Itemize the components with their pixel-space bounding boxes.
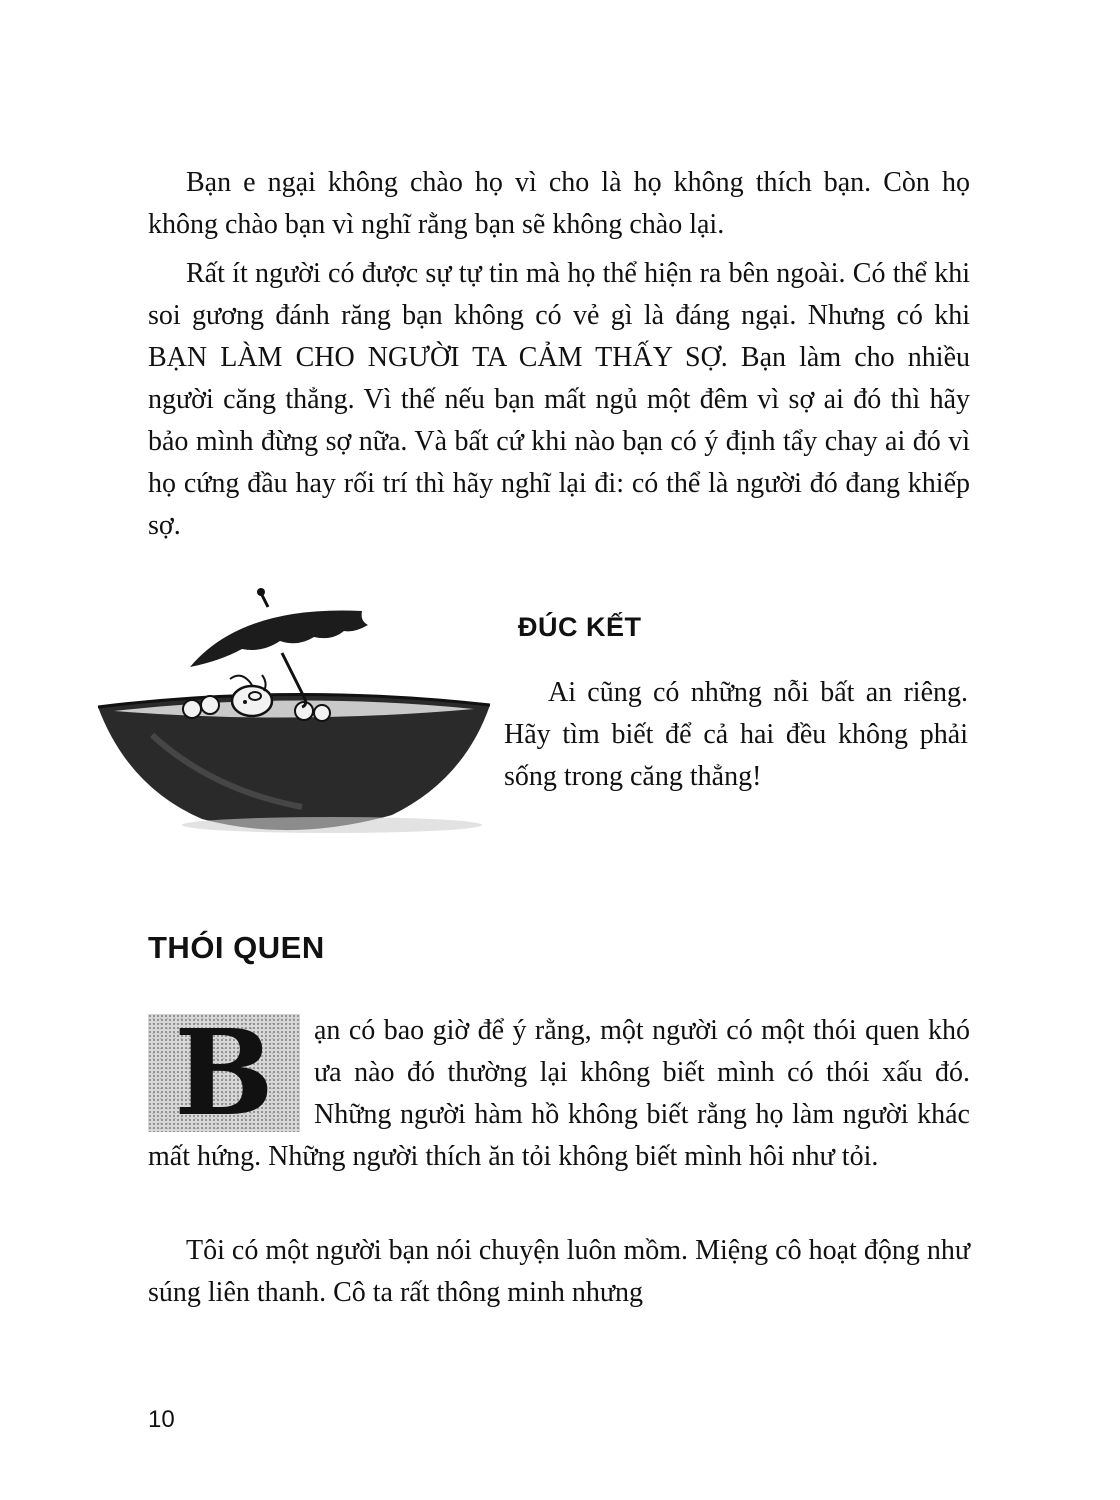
- body-paragraph: Bạn e ngại không chào họ vì cho là họ không thích bạn. Còn họ không chào bạn vì nghĩ rằng bạn sẽ không chào lại.: [148, 167, 970, 240]
- page-number: 10: [148, 1406, 175, 1433]
- drop-cap: B: [148, 1014, 300, 1132]
- summary-text: Ai cũng có những nỗi bất an riêng. Hãy tìm biết để cả hai đều không phải sống trong căng thẳng!: [504, 677, 968, 792]
- section-title: THÓI QUEN: [148, 930, 325, 965]
- umbrella-bowl-illustration: [92, 575, 502, 840]
- summary-title: ĐÚC KẾT: [518, 612, 642, 642]
- body-paragraph: Rất ít người có được sự tự tin mà họ thể hiện ra bên ngoài. Có thể khi soi gương đánh răng bạn không có vẻ gì là đáng ngại. Nhưng có khi BẠN LÀM CHO NGƯỜI TA CẢM THẤY SỢ. Bạn làm cho nhiều người căng thẳng. Vì thế nếu bạn mất ngủ một đêm vì sợ ai đó thì hãy bảo mình đừng sợ nữa. Và bất cứ khi nào bạn có ý định tẩy chay ai đó vì họ cứng đầu hay rối trí thì hãy nghĩ lại đi: có thể là người đó đang khiếp sợ.: [148, 258, 970, 541]
- body-paragraph: Tôi có một người bạn nói chuyện luôn mồm. Miệng cô hoạt động như súng liên thanh. Cô ta rất thông minh nhưng: [148, 1235, 970, 1308]
- section-first-paragraph: [148, 1010, 970, 1178]
- section-first-paragraph-text: ạn có bao giờ để ý rằng, một người có một thói quen khó ưa nào đó thường lại không biết mình có thói xấu đó. Những người hàm hồ không biết rằng họ làm người khác mất hứng. Những người thích ăn tỏi không biết mình hôi như tỏi.: [148, 1015, 970, 1172]
